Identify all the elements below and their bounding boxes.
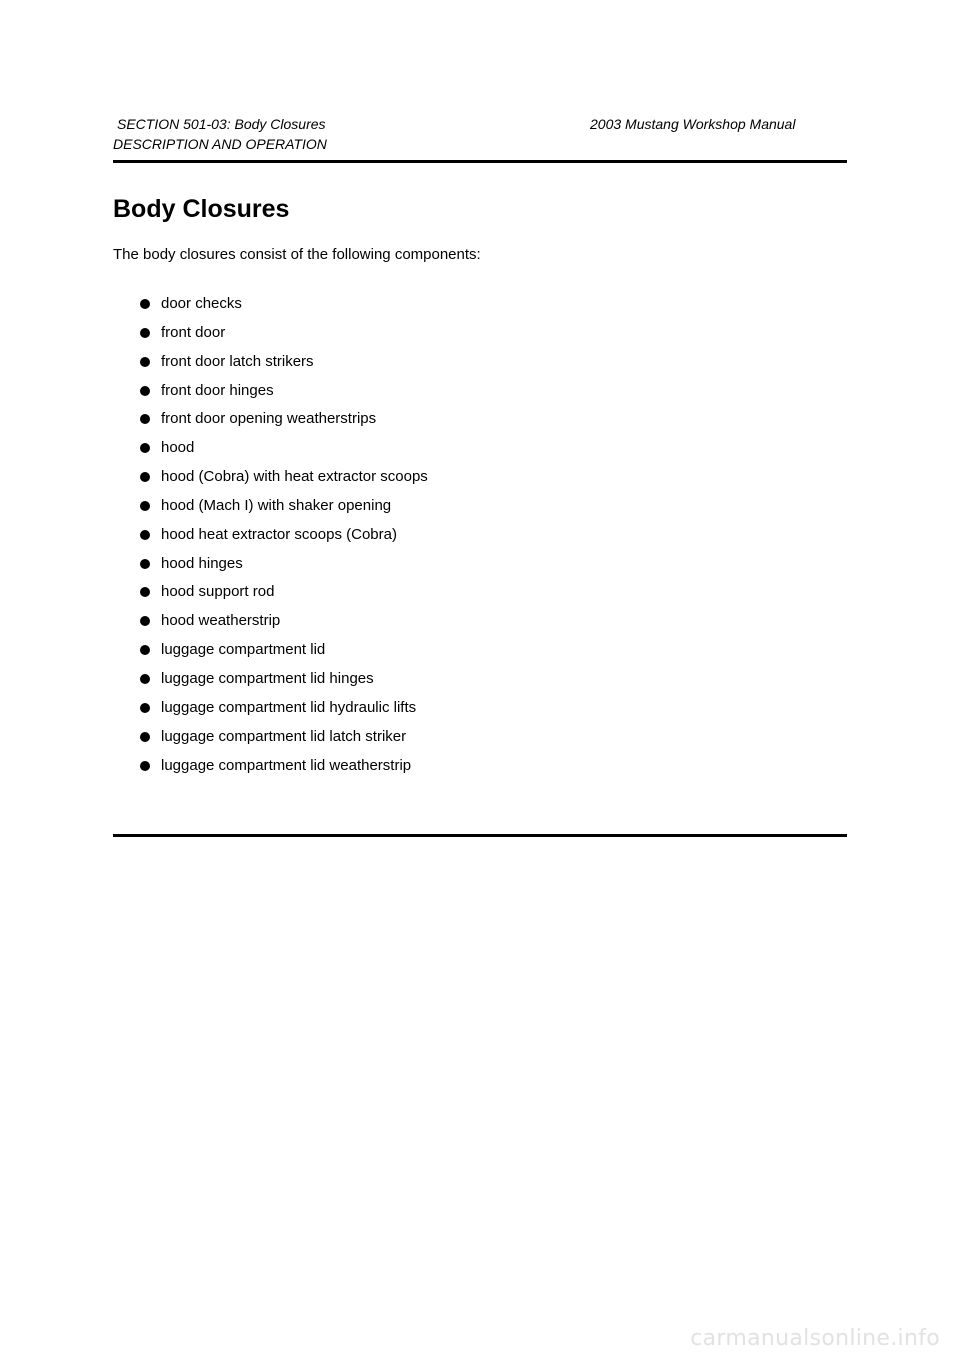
bullet-icon — [140, 674, 150, 684]
bullet-icon — [140, 530, 150, 540]
list-item-text: hood support rod — [161, 583, 275, 601]
list-item — [140, 699, 428, 728]
list-item — [140, 468, 428, 497]
list-item — [140, 670, 428, 699]
list-item-text: luggage compartment lid hinges — [161, 669, 374, 687]
bullet-icon — [140, 501, 150, 511]
list-item-text: hood weatherstrip — [161, 612, 281, 630]
list-item — [140, 382, 428, 411]
section-subtitle: DESCRIPTION AND OPERATION — [113, 136, 327, 152]
bullet-icon — [140, 645, 150, 655]
list-item — [140, 757, 428, 786]
header-divider — [113, 160, 847, 163]
list-item — [140, 526, 428, 555]
bullet-icon — [140, 386, 150, 396]
list-item — [140, 295, 428, 324]
list-item — [140, 324, 428, 353]
list-item — [140, 410, 428, 439]
list-item-text: hood (Mach I) with shaker opening — [161, 496, 392, 514]
bullet-icon — [140, 559, 150, 569]
bullet-icon — [140, 443, 150, 453]
list-item-text: luggage compartment lid — [161, 641, 326, 659]
list-item-text: luggage compartment lid latch striker — [161, 727, 407, 745]
list-item-text: hood hinges — [161, 554, 243, 572]
watermark: carmanualsonline.info — [690, 1326, 940, 1351]
bullet-icon — [140, 703, 150, 713]
list-item-text: luggage compartment lid weatherstrip — [161, 756, 412, 774]
bullet-icon — [140, 472, 150, 482]
intro-text: The body closures consist of the following components: — [113, 246, 481, 263]
list-item-text: hood — [161, 439, 195, 457]
section-header: SECTION 501-03: Body Closures — [117, 116, 326, 132]
list-item — [140, 439, 428, 468]
bullet-icon — [140, 616, 150, 626]
list-item-text: front door latch strikers — [161, 352, 314, 370]
list-item — [140, 641, 428, 670]
page-title: Body Closures — [113, 195, 290, 223]
list-item-text: front door opening weatherstrips — [161, 410, 377, 428]
bullet-icon — [140, 587, 150, 597]
list-item-text: luggage compartment lid hydraulic lifts — [161, 698, 417, 716]
list-item-text: hood (Cobra) with heat extractor scoops — [161, 468, 428, 486]
list-item — [140, 555, 428, 584]
bullet-icon — [140, 414, 150, 424]
list-item — [140, 353, 428, 382]
manual-title: 2003 Mustang Workshop Manual — [590, 116, 796, 132]
list-item — [140, 497, 428, 526]
bullet-icon — [140, 357, 150, 367]
list-item — [140, 728, 428, 757]
list-item — [140, 612, 428, 641]
bullet-icon — [140, 761, 150, 771]
list-item — [140, 583, 428, 612]
list-item-text: front door hinges — [161, 381, 274, 399]
list-item-text: door checks — [161, 295, 242, 312]
bullet-icon — [140, 328, 150, 338]
component-list — [140, 295, 428, 785]
list-item-text: front door — [161, 323, 226, 341]
list-item-text: hood heat extractor scoops (Cobra) — [161, 525, 397, 543]
bullet-icon — [140, 299, 150, 309]
bullet-icon — [140, 732, 150, 742]
footer-divider — [113, 834, 847, 837]
